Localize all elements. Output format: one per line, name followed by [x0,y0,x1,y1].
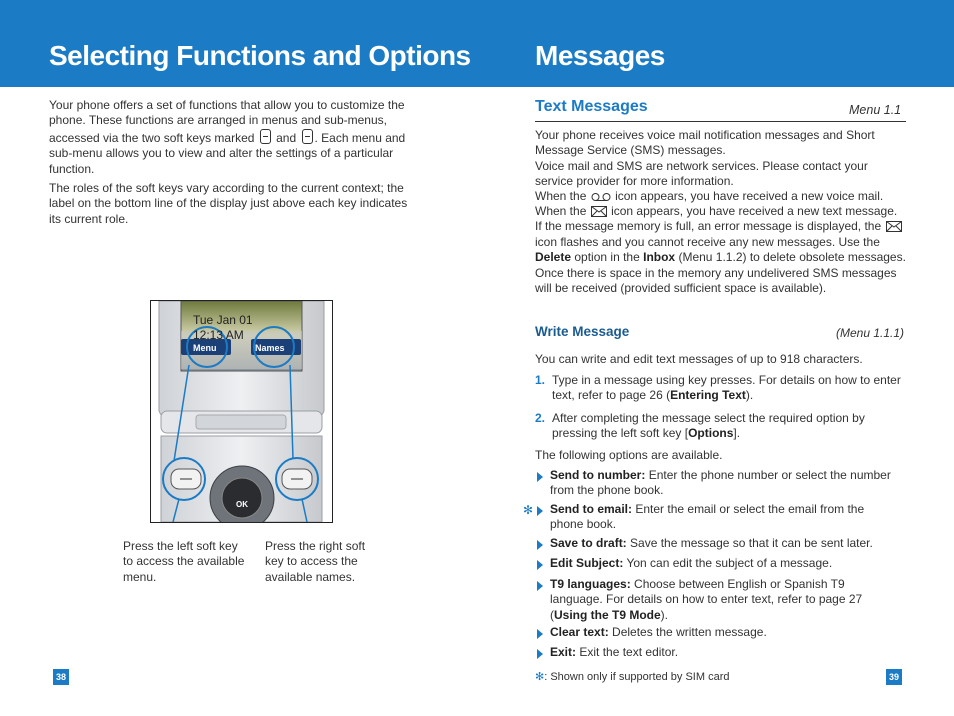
sms-text-b: icon appears, you have received a new text message. If the message memory is full, an error message is displayed, the [535,204,898,234]
option-label: T9 languages: [550,577,631,591]
intro-text-2: . Each menu and sub-menu allows you to view and alter the settings of a particular function. [49,130,406,176]
step-2-text-a: After completing the message select the required option by pressing the left soft key [ [552,411,865,441]
screen-time: 12:13 AM [193,328,244,342]
option-label: Save to draft: [550,536,627,550]
right-page-title: Messages [535,40,665,71]
inbox-keyword: Inbox [643,250,676,265]
sms-text-d: option in the [574,250,640,265]
asterisk-icon: ✻ [523,503,534,517]
option-save-to-draft [550,536,900,551]
left-soft-key-icon [260,129,271,144]
bullet-arrow-icon [537,629,543,639]
screen-date: Tue Jan 01 [193,313,253,327]
option-text: Deletes the written message. [612,625,767,639]
step-1-bold: Entering Text [670,388,746,403]
option-send-to-number [550,468,900,499]
header-banner [0,0,954,87]
step-2-text-b: ]. [733,426,741,441]
voicemail-icon [591,192,611,202]
options-intro: The following options are available. [535,448,723,462]
option-text: Exit the text editor. [579,645,679,659]
option-label: Clear text: [550,625,609,639]
step-2-bold: Options [688,426,734,441]
screen-menu-label: Menu [193,343,217,353]
bullet-arrow-icon [537,506,543,516]
option-send-to-email [550,502,900,533]
section-rule [535,121,906,122]
option-label: Exit: [550,645,577,659]
option-clear-text [550,625,900,640]
option-text: Enter the email or select the email from the phone book. [550,502,865,532]
messages-paragraph-2: Voice mail and SMS are network services. Please contact your service provider for more information. [535,159,868,189]
intro-text-1: Your phone offers a set of functions that allow you to customize the phone. These functions are arranged in menus and sub-menus, accessed via the two soft keys marked [49,98,405,145]
envelope-flash-icon [886,221,902,232]
step-2-text [552,411,907,442]
bullet-arrow-icon [537,581,543,591]
option-tail: ). [660,607,669,622]
step-1-text-a: Type in a message using key presses. For details on how to enter text, refer to page 26 ( [552,373,901,403]
sms-text-a: When the [535,204,587,218]
step-1 [535,373,907,404]
voicemail-paragraph [535,189,907,204]
right-soft-key-icon [302,129,313,144]
bullet-arrow-icon [537,649,543,659]
bullet-arrow-icon [537,560,543,570]
step-2 [535,411,907,442]
option-label: Edit Subject: [550,556,624,570]
page-number-left: 38 [53,669,69,685]
messages-paragraph-1: Your phone receives voice mail notification messages and Short Message Service (SMS) messages. [535,128,875,158]
step-2-number: 2. [535,411,546,425]
intro-paragraph [49,98,417,177]
bullet-arrow-icon [537,472,543,482]
option-text: Save the message so that it can be sent later. [630,536,873,550]
caption-left-soft-key: Press the left soft key to access the available menu. [123,539,245,584]
footnote-asterisk-icon: ✻ [535,671,545,683]
step-1-number: 1. [535,373,546,387]
section-menu-ref: Menu 1.1 [849,103,902,117]
sms-paragraph [535,204,907,296]
footnote-text: : Shown only if supported by SIM card [544,671,730,683]
option-t9-languages [550,577,890,623]
subsection-menu-ref: (Menu 1.1.1) [836,326,905,340]
option-text: Yon can edit the subject of a message. [626,556,833,570]
option-exit [550,645,900,660]
step-1-text [552,373,907,404]
intro-and: and [276,130,297,145]
left-page-title: Selecting Functions and Options [49,40,471,71]
option-text: Choose between English or Spanish T9 language. For details on how to enter text, refer to page 27 ( [550,577,863,622]
sms-text-e: (Menu 1.1.2) to delete obsolete messages. Once there is space in the memory any undelivered SMS messages will be received (provided sufficient space is available). [535,250,906,296]
option-bold-ref: Using the T9 Mode [554,607,661,622]
option-label: Send to email: [550,502,633,516]
footnote [535,670,729,685]
option-label: Send to number: [550,468,646,482]
voicemail-text-a: When the [535,189,587,203]
screen-names-label: Names [255,343,285,353]
subsection-title: Write Message [535,324,630,339]
step-1-text-b: ). [745,388,754,403]
ok-key-label: OK [236,500,248,509]
envelope-icon [591,206,607,217]
page-number-right: 39 [886,669,902,685]
phone-illustration [150,300,333,523]
bullet-arrow-icon [537,540,543,550]
sms-text-c: icon flashes and you cannot receive any new messages. Use the [535,234,880,249]
delete-keyword: Delete [535,250,572,265]
voicemail-text-b: icon appears, you have received a new voice mail. [615,189,884,203]
option-text: Enter the phone number or select the number from the phone book. [550,468,891,498]
caption-right-soft-key: Press the right soft key to access the available names. [265,539,366,584]
roles-paragraph: The roles of the soft keys vary according to the current context; the label on the bottom line of the display just above each key indicates its current role. [49,181,408,226]
section-title: Text Messages [535,98,648,115]
write-intro: You can write and edit text messages of up to 918 characters. [535,352,863,366]
option-edit-subject [550,556,900,571]
